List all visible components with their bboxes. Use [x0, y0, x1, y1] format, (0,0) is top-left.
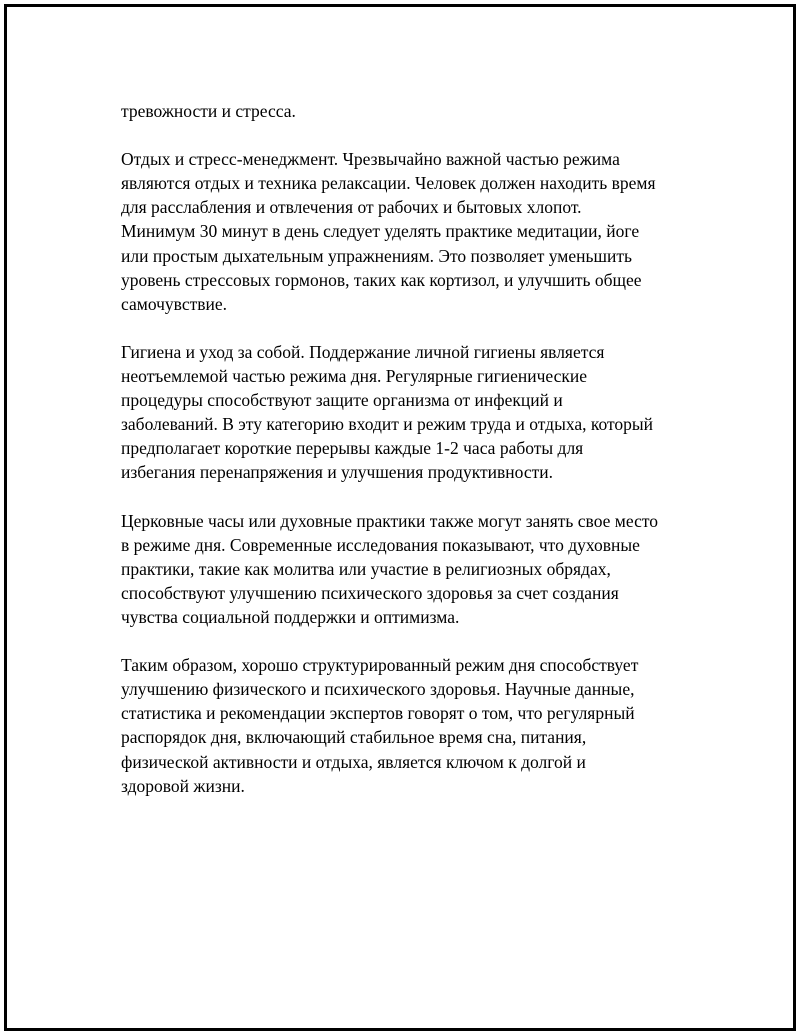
paragraph-1 [121, 99, 701, 123]
text-line: физической активности и отдыха, является ключом к долгой и [121, 751, 586, 772]
page-frame [4, 4, 796, 1031]
text-line: избегания перенапряжения и улучшения продуктивности. [121, 462, 553, 483]
text-line: или простым дыхательным упражнениям. Это позволяет уменьшить [121, 245, 632, 266]
text-line: Отдых и стресс-менеджмент. Чрезвычайно важной частью режима [121, 149, 620, 170]
text-line: Таким образом, хорошо структурированный режим дня способствует [121, 655, 639, 676]
text-line: статистика и рекомендации экспертов говорят о том, что регулярный [121, 703, 635, 724]
text-line: чувства социальной поддержки и оптимизма. [121, 606, 460, 627]
text-line: способствуют улучшению психического здоровья за счет создания [121, 582, 619, 603]
text-line: предполагает короткие перерывы каждые 1-2 часа работы для [121, 438, 584, 459]
text-line: улучшению физического и психического здоровья. Научные данные, [121, 679, 635, 700]
text-line: являются отдых и техника релаксации. Человек должен находить время [121, 173, 656, 194]
paragraph-4 [121, 509, 701, 629]
text-line: Церковные часы или духовные практики также могут занять свое место [121, 510, 659, 531]
text-line: здоровой жизни. [121, 775, 245, 796]
text-line: Минимум 30 минут в день следует уделять практике медитации, йоге [121, 221, 640, 242]
text-line: для расслабления и отвлечения от рабочих и бытовых хлопот. [121, 197, 582, 218]
text-line: неотъемлемой частью режима дня. Регулярные гигиенические [121, 366, 588, 387]
paragraph-5 [121, 653, 701, 798]
paragraph-3 [121, 340, 701, 485]
document-body [121, 99, 701, 822]
text-line: заболеваний. В эту категорию входит и режим труда и отдыха, который [121, 414, 654, 435]
text-line: самочувствие. [121, 293, 228, 314]
text-line: практики, такие как молитва или участие в религиозных обрядах, [121, 558, 611, 579]
text-line: Гигиена и уход за собой. Поддержание личной гигиены является [121, 341, 605, 362]
text-line: тревожности и стресса. [121, 101, 296, 121]
text-line: в режиме дня. Современные исследования показывают, что духовные [121, 534, 640, 555]
text-line: процедуры способствуют защите организма от инфекций и [121, 390, 563, 411]
text-line: уровень стрессовых гормонов, таких как кортизол, и улучшить общее [121, 269, 642, 290]
paragraph-2 [121, 147, 701, 316]
text-line: распорядок дня, включающий стабильное время сна, питания, [121, 727, 587, 748]
